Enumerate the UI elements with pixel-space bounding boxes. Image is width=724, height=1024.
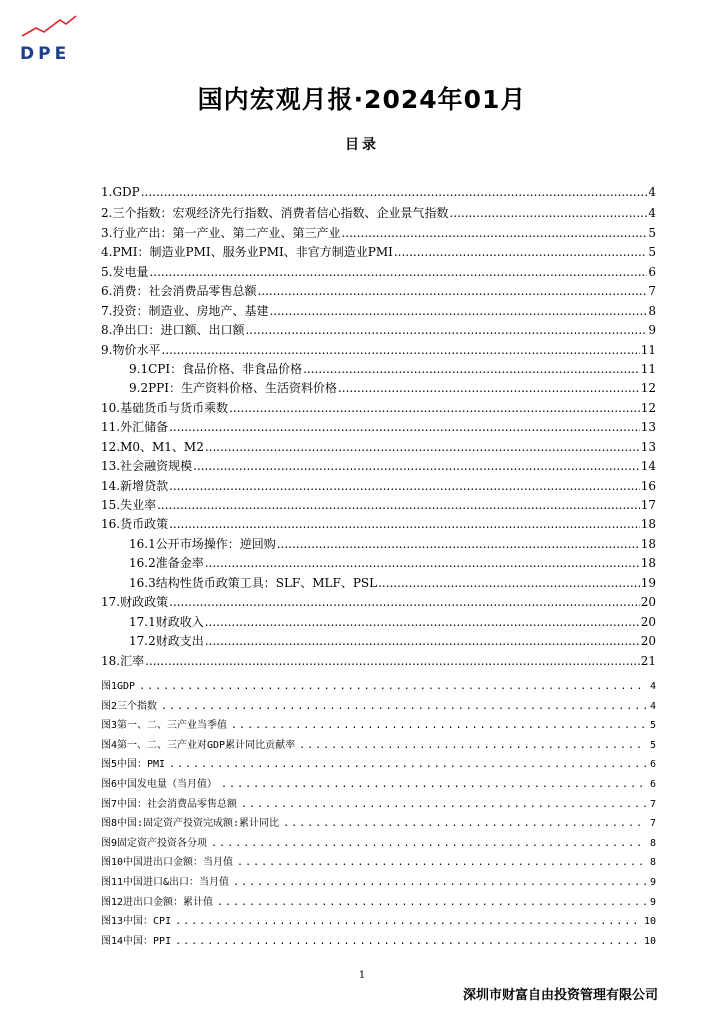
toc-entry-label: 1.GDP <box>101 185 140 199</box>
figure-entry-label: 图12进出口金额：累计值 <box>101 896 214 908</box>
figure-entry[interactable] <box>101 873 656 893</box>
toc-entry[interactable] <box>101 399 656 418</box>
toc-entry-label: 12.M0、M1、M2 <box>101 439 204 454</box>
figure-entry[interactable] <box>101 677 656 697</box>
toc-entry-page: 11 <box>640 361 656 376</box>
toc-entry-page: 8 <box>648 303 656 318</box>
figure-entry[interactable] <box>101 834 656 854</box>
figure-entry-page: 6 <box>649 759 656 771</box>
toc-entry-page: 20 <box>640 634 656 649</box>
dot-leader <box>245 323 647 337</box>
figure-entry[interactable] <box>101 697 656 717</box>
toc-entry-label: 7.投资：制造业、房地产、基建 <box>101 303 269 318</box>
figure-entry-page: 6 <box>649 778 656 790</box>
toc-entry-page: 14 <box>640 459 656 474</box>
dot-leader <box>449 206 647 220</box>
figure-entry-label: 图9固定资产投资各分项 <box>101 837 208 849</box>
toc-entry[interactable] <box>101 438 656 457</box>
toc-entry[interactable] <box>101 282 656 301</box>
figure-entry-page: 8 <box>649 837 656 849</box>
toc-entry[interactable] <box>101 341 656 360</box>
figure-entry[interactable] <box>101 814 656 834</box>
figure-entry[interactable] <box>101 853 656 873</box>
toc-entry[interactable] <box>101 224 656 243</box>
toc-heading: 目录 <box>345 137 379 153</box>
dot-leader <box>169 759 646 770</box>
toc-entry-page: 5 <box>648 225 656 240</box>
toc-entry-label: 18.汇率 <box>101 653 145 668</box>
dot-leader <box>161 701 646 712</box>
toc-entry-page: 18 <box>640 556 656 571</box>
dot-leader <box>303 362 640 376</box>
dot-leader <box>169 420 640 434</box>
figure-entry[interactable] <box>101 893 656 913</box>
figure-entry[interactable] <box>101 716 656 736</box>
toc-entry[interactable] <box>101 515 656 534</box>
toc-entry[interactable] <box>101 360 656 379</box>
toc-entry-label: 16.3结构性货币政策工具：SLF、MLF、PSL <box>129 575 378 590</box>
toc-entry-label: 8.净出口：进口额、出口额 <box>101 323 245 338</box>
figure-entry[interactable] <box>101 736 656 756</box>
toc-entry-page: 19 <box>640 575 656 590</box>
toc-entry[interactable] <box>101 302 656 321</box>
toc-entry-label: 15.失业率 <box>101 498 157 512</box>
toc-entry-label: 6.消费：社会消费品零售总额 <box>101 284 257 299</box>
toc-entry-label: 9.1CPI：食品价格、非食品价格 <box>129 361 303 376</box>
toc-entry[interactable] <box>101 321 656 340</box>
page-number: 1 <box>358 970 366 981</box>
toc-entry[interactable] <box>101 204 656 223</box>
toc-entry[interactable] <box>101 593 656 612</box>
figure-entry[interactable] <box>101 912 656 932</box>
figure-entry-label: 图7中国：社会消费品零售总额 <box>101 798 238 810</box>
toc-entry-label: 9.2PPI：生产资料价格、生活资料价格 <box>129 381 337 396</box>
figure-list <box>101 677 656 951</box>
dot-leader <box>299 740 646 751</box>
figure-entry-label: 图6中国发电量（当月值） <box>101 778 218 790</box>
dot-leader <box>394 245 648 259</box>
figure-entry-page: 4 <box>649 681 656 692</box>
dot-leader <box>205 440 640 454</box>
toc-entry-label: 16.货币政策 <box>101 517 169 532</box>
figure-entry[interactable] <box>101 755 656 775</box>
toc-entry-page: 20 <box>640 614 656 629</box>
toc-entry-label: 5.发电量 <box>101 264 149 279</box>
toc-entry[interactable] <box>101 477 656 496</box>
dot-leader <box>241 799 646 810</box>
figure-entry[interactable] <box>101 932 656 952</box>
figure-entry-label: 图5中国：PMI <box>101 759 166 771</box>
toc-entry[interactable] <box>101 263 656 282</box>
toc-entry-page: 5 <box>648 245 656 260</box>
figure-entry-page: 5 <box>649 720 656 732</box>
toc-entry[interactable] <box>101 652 656 671</box>
dot-leader <box>141 185 648 199</box>
figure-entry-label: 图4第一、二、三产业对GDP累计同比贡献率 <box>101 739 296 751</box>
toc-entry-page: 21 <box>640 653 656 668</box>
toc-entry-label: 9.物价水平 <box>101 342 161 357</box>
figure-entry-label: 图3第一、二、三产业当季值 <box>101 720 228 732</box>
toc-entry[interactable] <box>101 613 656 632</box>
toc-entry-label: 17.2财政支出 <box>129 634 204 649</box>
toc-entry[interactable] <box>101 243 656 262</box>
dot-leader <box>205 615 640 629</box>
toc-entry[interactable] <box>101 185 656 204</box>
dot-leader <box>175 916 640 927</box>
toc-entry[interactable] <box>101 632 656 651</box>
toc-entry-label: 17.1财政收入 <box>129 614 204 629</box>
dot-leader <box>169 595 640 609</box>
dot-leader <box>231 720 646 731</box>
toc-entry-page: 16 <box>640 478 656 493</box>
toc-entry-label: 16.1公开市场操作：逆回购 <box>129 536 276 551</box>
figure-entry-label: 图10中国进出口金额：当月值 <box>101 857 234 869</box>
dot-leader <box>237 857 646 868</box>
toc-entry-label: 16.2准备金率 <box>129 556 204 571</box>
toc-entry-page: 11 <box>640 342 656 357</box>
toc-entry-label: 17.财政政策 <box>101 595 169 610</box>
figure-entry-page: 9 <box>649 896 656 908</box>
figure-entry-label: 图11中国进口&出口：当月值 <box>101 876 230 888</box>
toc-entry-page: 6 <box>648 264 656 279</box>
toc-entry[interactable] <box>101 379 656 398</box>
toc-entry-label: 3.行业产出：第一产业、第二产业、第三产业 <box>101 225 341 240</box>
dpe-logo <box>14 14 84 66</box>
toc-entry-page: 13 <box>640 439 656 454</box>
logo-chart-line-icon <box>14 14 84 46</box>
toc-entry-label: 4.PMI：制造业PMI、服务业PMI、非官方制造业PMI <box>101 245 393 260</box>
dot-leader <box>338 381 640 395</box>
dot-leader <box>193 459 640 473</box>
toc-entry-label: 10.基础货币与货币乘数 <box>101 400 229 415</box>
figure-entry-page: 7 <box>649 798 656 810</box>
toc-entry-page: 17 <box>640 498 656 512</box>
dot-leader <box>169 517 640 531</box>
figure-entry-page: 8 <box>649 857 656 869</box>
toc-entry-page: 12 <box>640 381 656 396</box>
dot-leader <box>283 818 646 829</box>
figure-entry-label: 图2三个指数 <box>101 700 158 712</box>
figure-entry-page: 7 <box>649 818 656 830</box>
toc-entry-label: 2.三个指数：宏观经济先行指数、消费者信心指数、企业景气指数 <box>101 206 449 221</box>
toc-entry-page: 7 <box>648 284 656 299</box>
toc-entry-page: 20 <box>640 595 656 610</box>
toc-entry-page: 4 <box>648 206 656 221</box>
toc-entry-label: 14.新增贷款 <box>101 478 169 493</box>
toc-entry-page: 9 <box>648 323 656 338</box>
dot-leader <box>341 226 647 240</box>
dot-leader <box>161 343 639 357</box>
toc-entry[interactable] <box>101 418 656 437</box>
dot-leader <box>205 634 640 648</box>
dot-leader <box>229 401 640 415</box>
logo-text: DPE <box>20 44 71 64</box>
figure-entry-label: 图13中国：CPI <box>101 916 172 928</box>
figure-entry-label: 图8中国:固定资产投资完成额:累计同比 <box>101 818 280 830</box>
company-name: 深圳市财富自由投资管理有限公司 <box>462 988 658 1003</box>
dot-leader <box>145 654 640 668</box>
dot-leader <box>149 265 647 279</box>
dot-leader <box>139 681 646 692</box>
toc-entry[interactable] <box>101 535 656 554</box>
dot-leader <box>175 936 640 947</box>
toc-entry[interactable] <box>101 574 656 593</box>
toc-entry[interactable] <box>101 554 656 573</box>
toc-entry-page: 13 <box>640 420 656 435</box>
dot-leader <box>277 537 640 551</box>
toc-entry-page: 18 <box>640 536 656 551</box>
table-of-contents <box>101 185 656 671</box>
dot-leader <box>269 304 647 318</box>
toc-entry-page: 4 <box>648 185 656 199</box>
figure-entry-page: 10 <box>643 916 656 928</box>
dot-leader <box>217 897 646 908</box>
report-title: 国内宏观月报·2024年01月 <box>197 85 527 114</box>
toc-entry-label: 11.外汇储备 <box>101 420 169 435</box>
figure-entry-page: 5 <box>649 739 656 751</box>
figure-entry-page: 10 <box>643 935 656 947</box>
dot-leader <box>157 498 640 512</box>
figure-entry-page: 9 <box>649 876 656 888</box>
dot-leader <box>221 779 646 790</box>
figure-entry[interactable] <box>101 775 656 795</box>
toc-entry-page: 18 <box>640 517 656 532</box>
toc-entry[interactable] <box>101 457 656 476</box>
figure-entry-label: 图14中国：PPI <box>101 935 172 947</box>
dot-leader <box>257 284 647 298</box>
dot-leader <box>211 838 646 849</box>
dot-leader <box>169 479 640 493</box>
toc-entry[interactable] <box>101 496 656 515</box>
figure-entry[interactable] <box>101 795 656 815</box>
dot-leader <box>233 877 646 888</box>
dot-leader <box>378 576 640 590</box>
figure-entry-label: 图1GDP <box>101 681 136 692</box>
dot-leader <box>205 556 640 570</box>
toc-entry-page: 12 <box>640 400 656 415</box>
figure-entry-page: 4 <box>649 700 656 712</box>
toc-entry-label: 13.社会融资规模 <box>101 459 193 474</box>
